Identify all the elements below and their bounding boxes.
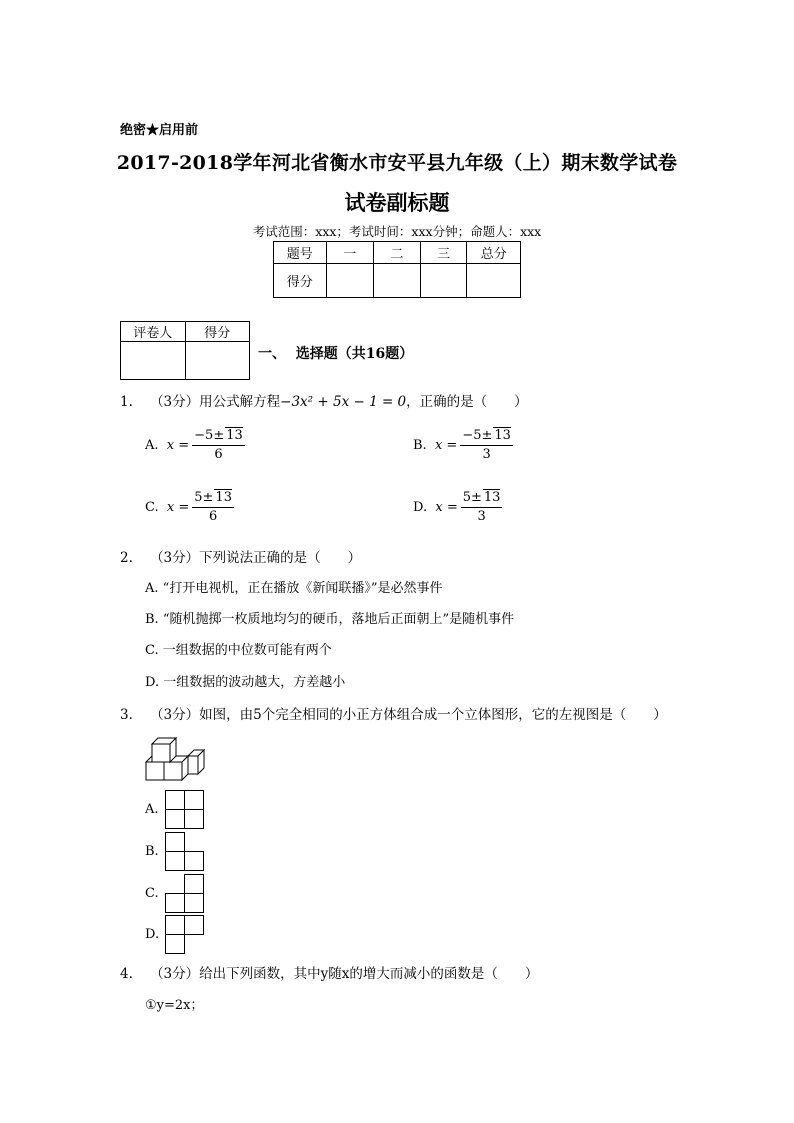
question-text: 下列说法正确的是（ ） — [199, 550, 362, 566]
option-label: A. — [145, 802, 159, 817]
option-text: “打开电视机，正在播放《新闻联播》”是必然事件 — [162, 581, 443, 596]
view-option-d-figure — [165, 915, 205, 955]
question-equation: −3x² + 5x − 1 = 0 — [280, 394, 407, 410]
question-4 — [120, 962, 538, 982]
grader-cell[interactable] — [185, 342, 250, 380]
score-header-cell: 总分 — [467, 242, 521, 264]
q4-item-1 — [145, 994, 204, 1013]
score-header-cell: 三 — [420, 242, 467, 264]
confidential-label: 绝密★启用前 — [120, 123, 199, 138]
option-text: “随机抛掷一枚质地均匀的硬币，落地后正面朝上”是随机事件 — [162, 612, 515, 627]
grader-header-cell: 得分 — [185, 322, 250, 342]
option-var: x = — [435, 499, 458, 515]
option-label: C. — [145, 499, 159, 515]
question-number: 3. — [120, 707, 133, 723]
score-row-label: 得分 — [274, 264, 327, 298]
option-label: B. — [413, 437, 427, 453]
sqrt-radicand: 13 — [215, 490, 232, 505]
q3-option-d[interactable] — [145, 915, 215, 957]
question-1 — [120, 390, 528, 410]
option-label: C. — [145, 886, 159, 901]
option-label: D. — [145, 927, 160, 942]
q2-option-a[interactable] — [145, 577, 442, 596]
score-header-cell: 二 — [374, 242, 421, 264]
exam-info: 考试范围：xxx；考试时间：xxx分钟；命题人：xxx — [252, 224, 542, 239]
q2-option-c[interactable] — [145, 639, 332, 658]
score-cell[interactable] — [374, 264, 421, 298]
score-table — [273, 241, 521, 298]
question-text: 如图，由5个完全相同的小正方体组合成一个立体图形，它的左视图是（ ） — [199, 707, 667, 723]
section-heading — [258, 343, 413, 363]
question-text: 给出下列函数，其中y随x的增大而减小的函数是（ ） — [199, 966, 539, 982]
option-label: B. — [145, 844, 159, 859]
option-fraction: $\frac{-5\pm 13}{6}$ — [194, 428, 243, 462]
sqrt-radicand: 13 — [494, 428, 511, 443]
option-var: x = — [166, 437, 190, 453]
option-label: C. — [145, 643, 159, 658]
q1-option-b[interactable] — [413, 427, 513, 463]
cube-figure — [144, 734, 206, 782]
sqrt-radicand: 13 — [226, 428, 243, 443]
question-score: （3分） — [150, 966, 200, 982]
q2-option-d[interactable] — [145, 671, 345, 690]
option-text: 一组数据的波动越大，方差越小 — [163, 675, 346, 690]
option-label: A. — [145, 581, 159, 596]
view-option-b-figure — [165, 832, 205, 872]
option-label: B. — [145, 612, 159, 627]
question-text: ，正确的是（ ） — [406, 394, 528, 410]
question-score: （3分） — [150, 550, 200, 566]
sqrt-radicand: 13 — [483, 490, 501, 505]
option-label: D. — [145, 675, 160, 690]
q1-option-d[interactable] — [413, 489, 502, 525]
grader-table — [120, 321, 250, 380]
q1-option-a[interactable] — [145, 427, 245, 463]
section-title: 选择题（共16题） — [295, 346, 414, 362]
grader-cell[interactable] — [121, 342, 186, 380]
question-2 — [120, 546, 361, 566]
question-3 — [120, 703, 667, 723]
option-label: D. — [413, 499, 428, 515]
q1-option-c[interactable] — [145, 489, 234, 525]
option-var: x = — [434, 437, 458, 453]
option-fraction: $\frac{5\pm 13}{6}$ — [194, 490, 232, 524]
view-option-a-figure — [165, 790, 205, 830]
score-cell[interactable] — [420, 264, 467, 298]
q3-option-b[interactable] — [145, 832, 215, 874]
exam-title: 2017-2018学年河北省衡水市安平县九年级（上）期末数学试卷 — [116, 152, 678, 174]
option-text: 一组数据的中位数可能有两个 — [162, 643, 332, 658]
question-text: 用公式解方程 — [199, 394, 281, 410]
grader-header-cell: 评卷人 — [121, 322, 186, 342]
section-number: 一、 — [258, 346, 286, 362]
q2-option-b[interactable] — [145, 608, 514, 627]
score-header-cell: 题号 — [274, 242, 327, 264]
q3-option-a[interactable] — [145, 790, 215, 832]
q3-option-c[interactable] — [145, 874, 215, 916]
option-fraction: $\frac{-5\pm 13}{3}$ — [462, 428, 511, 462]
question-number: 2. — [120, 550, 133, 566]
question-score: （3分） — [150, 394, 200, 410]
question-number: 1. — [120, 394, 133, 410]
option-fraction: $\frac{5\pm 13}{3}$ — [462, 490, 501, 524]
item-text: y=2x； — [156, 998, 204, 1013]
view-option-c-figure — [165, 874, 205, 914]
option-label: A. — [145, 437, 159, 453]
item-marker: ① — [145, 998, 157, 1013]
score-cell[interactable] — [326, 264, 374, 298]
score-header-cell: 一 — [326, 242, 374, 264]
question-number: 4. — [120, 966, 133, 982]
question-score: （3分） — [150, 707, 200, 723]
score-cell[interactable] — [467, 264, 521, 298]
option-var: x = — [166, 499, 190, 515]
exam-subtitle: 试卷副标题 — [344, 190, 450, 215]
